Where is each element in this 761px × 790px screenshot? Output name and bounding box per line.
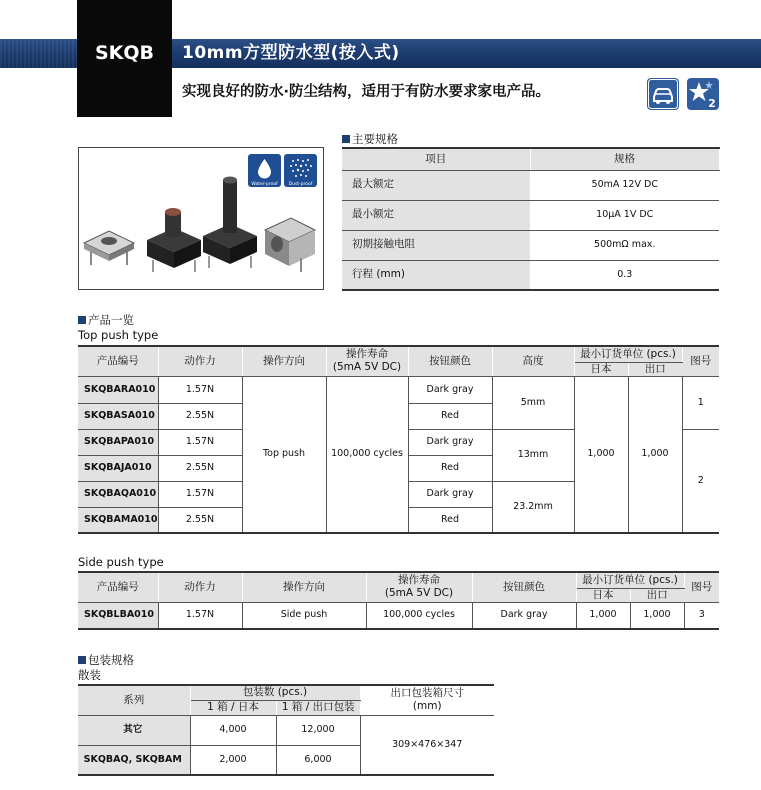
col-series: 系列 — [78, 685, 190, 715]
direction: Top push — [242, 376, 326, 533]
packing-qty-japan: 4,000 — [190, 715, 276, 745]
height: 13mm — [492, 429, 574, 481]
part-number: SKQBASA010 — [78, 403, 158, 429]
col-life — [366, 572, 472, 602]
water-proof-icon — [248, 154, 281, 187]
packing-qty-export: 12,000 — [276, 715, 360, 745]
moq-japan: 1,000 — [574, 376, 628, 533]
spec-table — [342, 147, 720, 291]
col-box-size-line1: 出口包装箱尺寸 — [390, 687, 464, 700]
col-japan: 日本 — [576, 588, 630, 602]
spec-heading — [342, 131, 398, 147]
force: 1.57N — [158, 429, 242, 455]
col-part: 产品编号 — [78, 346, 158, 376]
button-color: Dark gray — [408, 481, 492, 507]
dust-proof-label: Dust-proof — [288, 182, 313, 187]
packing-heading — [78, 652, 134, 668]
force: 2.55N — [158, 403, 242, 429]
force: 1.57N — [158, 602, 242, 629]
side-push-label: Side push type — [78, 555, 164, 569]
spec-label: 初期接触电阻 — [342, 230, 530, 260]
spec-value: 50mA 12V DC — [530, 170, 719, 200]
spec-value: 0.3 — [530, 260, 719, 290]
table-row — [342, 260, 719, 290]
product-photo — [78, 147, 324, 290]
spec-heading-text: 主要规格 — [352, 132, 398, 146]
col-box-size — [360, 685, 494, 715]
col-part: 产品编号 — [78, 572, 158, 602]
button-color: Red — [408, 455, 492, 481]
button-color: Red — [408, 403, 492, 429]
col-direction: 操作方向 — [242, 346, 326, 376]
col-life-line1: 操作寿命 — [398, 574, 440, 587]
col-fig: 图号 — [684, 572, 719, 602]
star-rating-number: 2 — [708, 97, 716, 110]
moq-japan: 1,000 — [576, 602, 630, 629]
switch-13mm-image — [147, 208, 201, 272]
table-row — [342, 170, 719, 200]
side-push-table — [78, 571, 719, 630]
packing-subheading: 散装 — [78, 668, 101, 682]
table-row — [342, 200, 719, 230]
col-fig: 图号 — [682, 346, 719, 376]
spec-col-item: 项目 — [342, 148, 530, 170]
col-force: 动作力 — [158, 346, 242, 376]
top-push-label: Top push type — [78, 328, 159, 342]
water-proof-label: Water-proof — [251, 182, 278, 187]
col-height: 高度 — [492, 346, 574, 376]
part-number: SKQBAPA010 — [78, 429, 158, 455]
col-box-size-line2: (mm) — [412, 700, 442, 713]
col-moq: 最小订货单位 (pcs.) — [576, 572, 684, 588]
packing-series: 其它 — [78, 715, 190, 745]
spec-col-value: 规格 — [530, 148, 719, 170]
table-row — [78, 602, 719, 629]
col-color: 按钮颜色 — [472, 572, 576, 602]
col-direction: 操作方向 — [242, 572, 366, 602]
col-qty-japan: 1 箱 / 日本 — [190, 700, 276, 715]
switch-23mm-image — [203, 177, 257, 269]
col-moq: 最小订货单位 (pcs.) — [574, 346, 682, 362]
products-heading — [78, 312, 134, 328]
packing-heading-text: 包装规格 — [88, 653, 134, 667]
tagline: 实现良好的防水·防尘结构，适用于有防水要求家电产品。 — [182, 84, 551, 100]
spec-value: 500mΩ max. — [530, 230, 719, 260]
part-number: SKQBAJA010 — [78, 455, 158, 481]
star-rating-icon — [687, 78, 719, 110]
button-color: Dark gray — [472, 602, 576, 629]
top-push-table — [78, 345, 719, 534]
button-color: Dark gray — [408, 376, 492, 403]
part-number: SKQBLBA010 — [78, 602, 158, 629]
height: 5mm — [492, 376, 574, 429]
force: 2.55N — [158, 507, 242, 533]
products-heading-text: 产品一览 — [88, 313, 134, 327]
col-color: 按钮颜色 — [408, 346, 492, 376]
force: 1.57N — [158, 481, 242, 507]
spec-label: 最小额定 — [342, 200, 530, 230]
page-title: 10mm方型防水型(按入式) — [182, 43, 400, 63]
packing-table — [78, 684, 494, 776]
life: 100,000 cycles — [366, 602, 472, 629]
dust-proof-icon — [284, 154, 317, 187]
moq-export: 1,000 — [630, 602, 684, 629]
figure-number: 3 — [684, 602, 719, 629]
col-life-line2: (5mA 5V DC) — [332, 361, 402, 374]
table-row — [78, 715, 494, 745]
part-number: SKQBAQA010 — [78, 481, 158, 507]
col-life — [326, 346, 408, 376]
col-life-line2: (5mA 5V DC) — [384, 587, 454, 600]
col-qty-export: 1 箱 / 出口包装 — [276, 700, 360, 715]
col-qty: 包装数 (pcs.) — [190, 685, 360, 700]
force: 1.57N — [158, 376, 242, 403]
height: 23.2mm — [492, 481, 574, 533]
force: 2.55N — [158, 455, 242, 481]
table-row — [342, 230, 719, 260]
packing-qty-japan: 2,000 — [190, 745, 276, 775]
series-name: SKQB — [77, 39, 172, 68]
switch-side-push-image — [265, 218, 315, 272]
part-number: SKQBARA010 — [78, 376, 158, 403]
col-force: 动作力 — [158, 572, 242, 602]
life: 100,000 cycles — [326, 376, 408, 533]
figure-number: 2 — [682, 429, 719, 533]
packing-series: SKQBAQ, SKQBAM — [78, 745, 190, 775]
spec-label: 行程 (mm) — [342, 260, 530, 290]
col-japan: 日本 — [574, 362, 628, 376]
moq-export: 1,000 — [628, 376, 682, 533]
col-life-line1: 操作寿命 — [346, 348, 388, 361]
spec-value: 10μA 1V DC — [530, 200, 719, 230]
button-color: Dark gray — [408, 429, 492, 455]
direction: Side push — [242, 602, 366, 629]
table-row — [78, 376, 719, 403]
col-export: 出口 — [628, 362, 682, 376]
packing-qty-export: 6,000 — [276, 745, 360, 775]
spec-label: 最大额定 — [342, 170, 530, 200]
figure-number: 1 — [682, 376, 719, 429]
part-number: SKQBAMA010 — [78, 507, 158, 533]
col-export: 出口 — [630, 588, 684, 602]
switch-5mm-image — [84, 231, 134, 265]
packing-box-size: 309×476×347 — [360, 715, 494, 775]
car-icon — [647, 78, 679, 110]
button-color: Red — [408, 507, 492, 533]
